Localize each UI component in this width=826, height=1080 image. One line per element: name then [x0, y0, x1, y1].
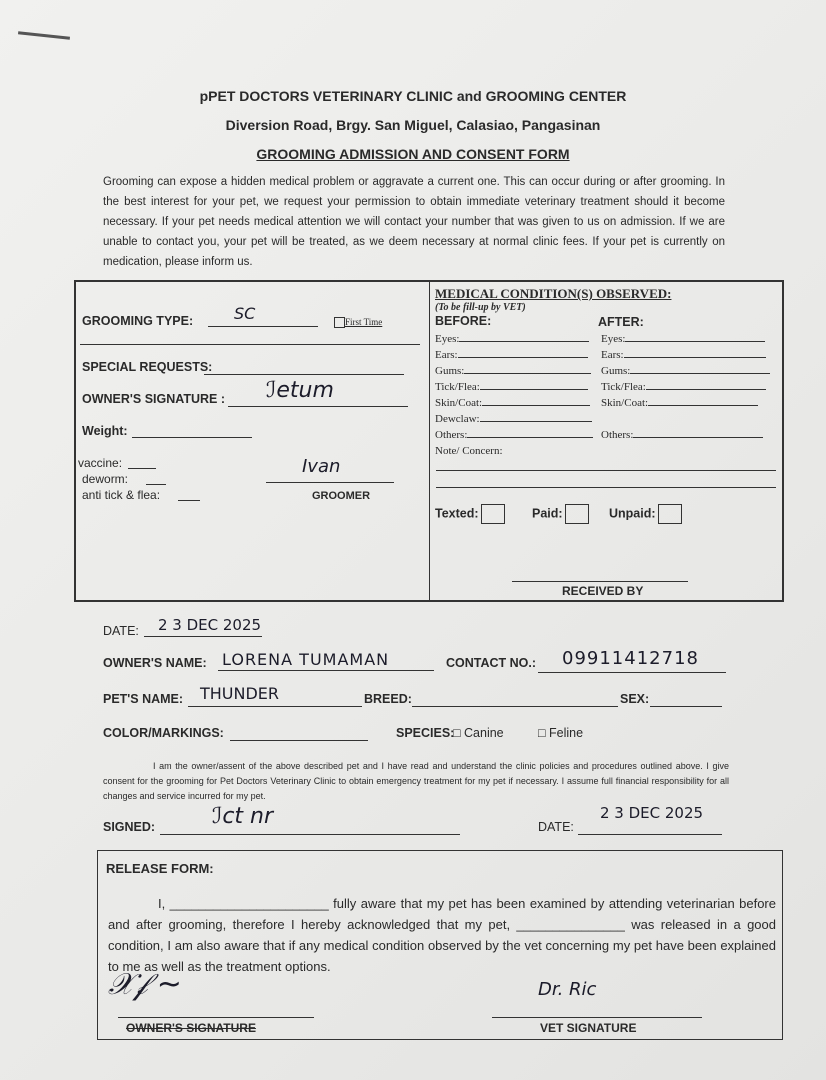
after-ears[interactable]: Ears:	[601, 349, 766, 361]
vet-signature-label: VET SIGNATURE	[540, 1021, 637, 1035]
clinic-address: Diversion Road, Brgy. San Miguel, Calasiao, Pangasinan	[225, 117, 601, 133]
special-requests-label: SPECIAL REQUESTS:	[82, 360, 213, 374]
deworm-field[interactable]	[146, 484, 166, 485]
before-gums[interactable]: Gums:	[435, 365, 591, 377]
weight-label: Weight:	[82, 424, 128, 438]
after-gums[interactable]: Gums:	[601, 365, 770, 377]
owner-release-signature-field[interactable]	[118, 1017, 314, 1018]
clinic-name: pPET DOCTORS VETERINARY CLINIC and GROOMING CENTER	[199, 88, 627, 104]
pen-mark	[18, 31, 70, 39]
date-label: DATE:	[103, 624, 139, 638]
color-markings-field[interactable]	[230, 740, 368, 741]
release-text: I, ______________________ fully aware that my pet has been examined by attending veterinarian before and after grooming, therefore I hereby acknowledged that my pet, _______________ was released in a good condition, I am also aware that if any medical condition observed by the vet concerning my pet have been explained to me as well as the treatment options.	[108, 896, 776, 974]
paid-checkbox[interactable]: Paid:	[532, 504, 589, 524]
breed-label: BREED:	[364, 692, 412, 706]
anti-tick-field[interactable]	[178, 500, 200, 501]
owner-name-field[interactable]	[218, 670, 434, 671]
after-label: AFTER:	[598, 315, 644, 329]
grooming-type-value: SC	[234, 304, 256, 323]
consent-text: I am the owner/assent of the above described pet and I have read and understand the clinic policies and procedures outlined above. I give consent for the grooming for Pet Doctors Veterinary Clinic to obtain emergency treatment for my pet if necessary. I assume full financial responsibility for all changes and service incurred for my pet.	[103, 761, 729, 801]
special-requests-field[interactable]	[204, 374, 404, 375]
intro-paragraph: Grooming can expose a hidden medical problem or aggravate a current one. This can occur during or after grooming. In the best interest for your pet, we request your permission to obtain immediate veterinary treatment should it become necessary. If your pet needs medical attention we will contact your number that was given to us on admission. If we are unable to contact you, your pet will be treated, as we deem necessary at normal clinic fees. If your pet is currently on medication, please inform us.	[103, 176, 725, 268]
sex-field[interactable]	[650, 706, 722, 707]
pet-name-value: THUNDER	[200, 684, 280, 703]
owner-signature-release-label: OWNER'S SIGNATURE	[126, 1021, 256, 1035]
pet-name-label: PET'S NAME:	[103, 692, 184, 706]
grooming-type-field[interactable]	[208, 326, 318, 327]
admission-box	[74, 280, 784, 602]
contact-field[interactable]	[538, 672, 726, 673]
vet-signature-field[interactable]	[492, 1017, 702, 1018]
after-skin-coat[interactable]: Skin/Coat:	[601, 397, 758, 409]
contact-value: 09911412718	[562, 648, 699, 669]
consent-signature-scribble: ℐct nr	[212, 804, 274, 829]
first-time-label: First Time	[345, 317, 383, 327]
canine-checkbox[interactable]: □ Canine	[453, 726, 504, 740]
groomer-label: GROOMER	[312, 490, 371, 502]
note-line-1[interactable]	[436, 470, 776, 471]
received-by-field[interactable]	[512, 581, 688, 582]
groomer-field[interactable]	[266, 482, 394, 483]
deworm-label: deworm:	[82, 472, 129, 486]
after-eyes[interactable]: Eyes:	[601, 333, 765, 345]
owner-signature-scribble: ℐetum	[266, 378, 334, 403]
texted-checkbox[interactable]: Texted:	[435, 504, 505, 524]
feline-checkbox[interactable]: □ Feline	[538, 726, 584, 740]
grooming-type-label: GROOMING TYPE:	[82, 314, 194, 328]
after-others[interactable]: Others:	[601, 429, 763, 441]
unpaid-checkbox[interactable]: Unpaid:	[609, 504, 682, 524]
before-others[interactable]: Others:	[435, 429, 593, 441]
anti-tick-label: anti tick & flea:	[82, 488, 161, 502]
box-divider	[429, 282, 430, 600]
owner-name-value: LORENA TUMAMAN	[222, 650, 390, 669]
contact-label: CONTACT NO.:	[446, 656, 537, 670]
breed-field[interactable]	[412, 706, 618, 707]
before-eyes[interactable]: Eyes:	[435, 333, 589, 345]
owner-signature-label: OWNER'S SIGNATURE :	[82, 392, 226, 406]
note-concern-label: Note/ Concern:	[435, 445, 503, 457]
owner-signature-field[interactable]	[228, 406, 408, 407]
after-tick-flea[interactable]: Tick/Flea:	[601, 381, 766, 393]
vaccine-field[interactable]	[128, 468, 156, 469]
vaccine-label: vaccine:	[78, 456, 123, 470]
first-time-checkbox[interactable]	[334, 317, 382, 328]
before-label: BEFORE:	[435, 314, 492, 328]
grooming-type-extra-line[interactable]	[80, 344, 420, 345]
sex-label: SEX:	[620, 692, 650, 706]
note-line-2[interactable]	[436, 487, 776, 488]
before-tick-flea[interactable]: Tick/Flea:	[435, 381, 588, 393]
color-markings-label: COLOR/MARKINGS:	[103, 726, 224, 740]
before-skin-coat[interactable]: Skin/Coat:	[435, 397, 590, 409]
species-label: SPECIES:	[396, 726, 455, 740]
owner-name-label: OWNER'S NAME:	[103, 656, 207, 670]
before-ears[interactable]: Ears:	[435, 349, 588, 361]
consent-date-label: DATE:	[538, 820, 574, 834]
signed-field[interactable]	[160, 834, 460, 835]
release-form-box	[97, 850, 783, 1040]
date-field[interactable]	[144, 636, 262, 637]
date-value: 2 3 DEC 2025	[158, 616, 262, 634]
medical-title: MEDICAL CONDITION(S) OBSERVED:	[435, 286, 672, 301]
pet-name-field[interactable]	[188, 706, 362, 707]
vet-signature-value: Dr. Ric	[538, 979, 597, 1000]
form-title: GROOMING ADMISSION AND CONSENT FORM	[256, 146, 570, 162]
weight-field[interactable]	[132, 437, 252, 438]
signed-label: SIGNED:	[103, 820, 156, 834]
medical-subtitle: (To be fill-up by VET)	[435, 302, 526, 313]
received-by-label: RECEIVED BY	[562, 584, 644, 598]
before-dewclaw[interactable]: Dewclaw:	[435, 413, 592, 425]
release-title: RELEASE FORM:	[106, 861, 214, 876]
consent-date-value: 2 3 DEC 2025	[600, 804, 704, 822]
consent-date-field[interactable]	[578, 834, 722, 835]
owner-release-signature-scribble: 𝒳𝒻 ~	[108, 967, 182, 1002]
groomer-value: Ivan	[302, 456, 341, 477]
